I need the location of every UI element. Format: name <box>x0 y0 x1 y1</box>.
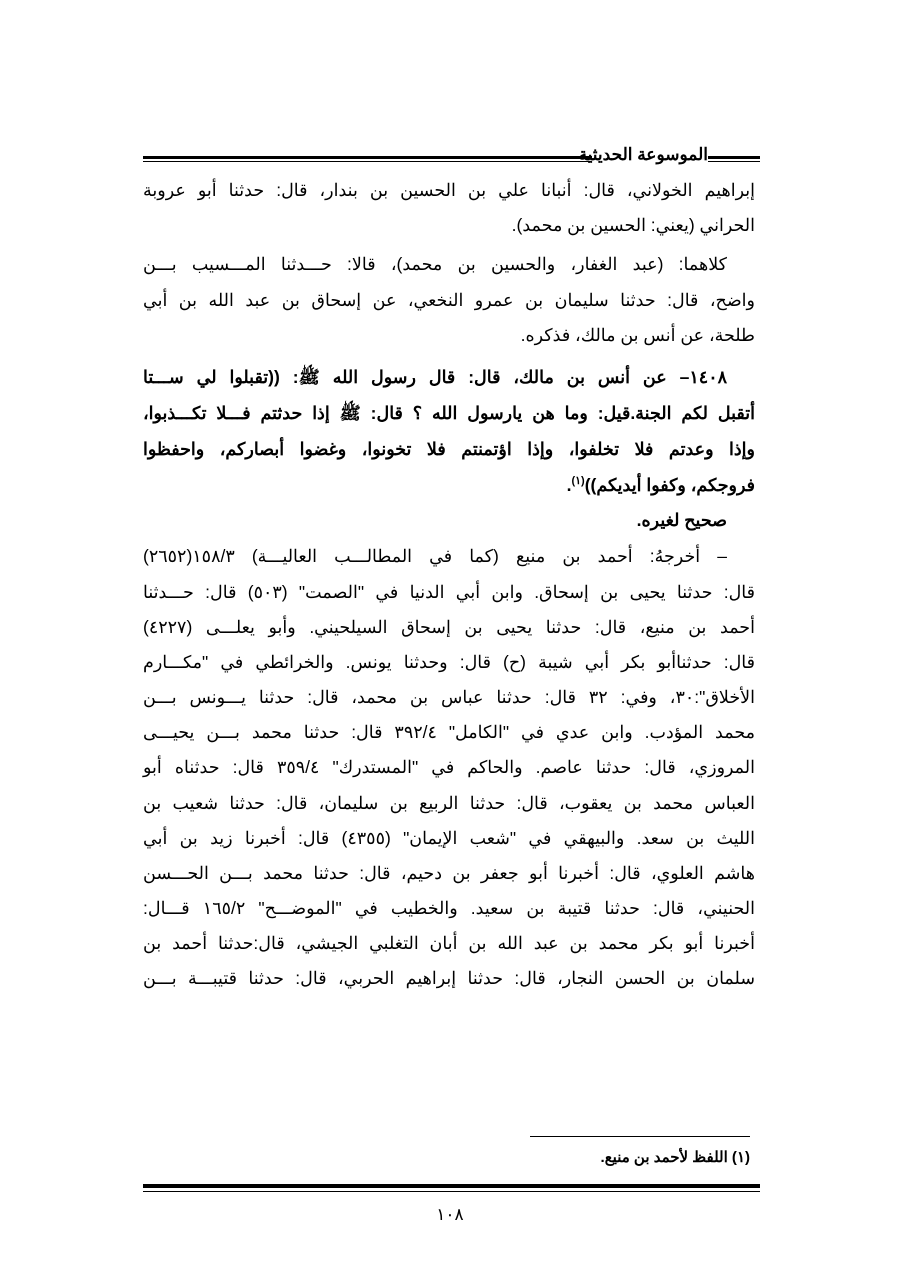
header-rule-right <box>708 156 760 159</box>
footnote: (١) اللفظ لأحمد بن منيع. <box>600 1149 750 1166</box>
body-line: واضح، قال: حدثنا سليمان بن عمرو النخعي، عن إسحاق بن عبد الله بن أبي <box>143 290 755 310</box>
header-rule-right-thin <box>708 161 760 162</box>
takhrij-line: محمد المؤدب. وابن عدي في "الكامل" ٣٩٢/٤ قال: حدثنا محمد بـــن يحيـــى <box>143 722 755 742</box>
body-line: الحراني (يعني: الحسين بن محمد). <box>511 215 755 235</box>
takhrij-line: هاشم العلوي، قال: أخبرنا أبو جعفر بن دحيم، قال: حدثنا محمد بـــن الحـــسن <box>143 863 755 883</box>
body-line: إبراهيم الخولاني، قال: أنبانا علي بن الحسين بن بندار، قال: حدثنا أبو عروبة <box>143 180 755 200</box>
hadith-line: وإذا وعدتم فلا تخلفوا، وإذا اؤتمنتم فلا تخونوا، وغضوا أبصاركم، واحفظوا <box>143 439 755 459</box>
takhrij-line: الأخلاق":٣٠، وفي: ٣٢ قال: حدثنا عباس بن محمد، قال: حدثنا يـــونس بـــن <box>143 687 756 707</box>
footnote-separator <box>530 1136 750 1137</box>
takhrij-line: قال: حدثناأبو بكر أبي شيبة (ح) قال: وحدثنا يونس. والخرائطي في "مكـــارم <box>143 652 755 672</box>
hadith-line: أتقبل لكم الجنة.قيل: وما هن يارسول الله ؟ قال: ﷺ إذا حدثتم فـــلا تكـــذبوا، <box>143 403 755 423</box>
page-number: ١٠٨ <box>436 1205 464 1224</box>
takhrij-line: – أخرجهُ: أحمد بن منيع (كما في المطالـــب العاليـــة) ١٥٨/٣(٢٦٥٢) <box>143 546 727 566</box>
takhrij-line: الحنيني، قال: حدثنا قتيبة بن سعيد. والخطيب في "الموضـــح" ١٦٥/٢ قـــال: <box>143 898 755 918</box>
header-rule-left-thin <box>143 161 592 162</box>
hadith-line: ١٤٠٨– عن أنس بن مالك، قال: قال رسول الله ﷺ: ((تقبلوا لي ســـتا <box>143 367 727 387</box>
footnote-marker[interactable]: (١) <box>571 475 585 488</box>
running-header-title: الموسوعة الحديثية <box>578 145 708 164</box>
takhrij-line: العباس محمد بن يعقوب، قال: حدثنا الربيع بن سليمان، قال: حدثنا شعيب بن <box>143 793 755 813</box>
hadith-line <box>143 472 755 498</box>
hadith-text: فروجكم، وكفوا أيديكم)) <box>584 475 755 495</box>
body-line: طلحة، عن أنس بن مالك، فذكره. <box>520 325 755 345</box>
header-rule-left <box>143 156 592 159</box>
takhrij-line: قال: حدثنا يحيى بن إسحاق. وابن أبي الدنيا في "الصمت" (٥٠٣) قال: حـــدثنا <box>143 582 756 602</box>
footer-rule <box>143 1184 760 1188</box>
takhrij-line: أخبرنا أبو بكر محمد بن عبد الله بن أبان التغلبي الجيشي، قال:حدثنا أحمد بن <box>143 933 755 953</box>
takhrij-line: سلمان بن الحسن النجار، قال: حدثنا إبراهيم الحربي، قال: حدثنا قتيبـــة بـــن <box>143 968 755 988</box>
takhrij-line: الليث بن سعد. والبيهقي في "شعب الإيمان" (٤٣٥٥) قال: أخبرنا زيد بن أبي <box>143 828 755 848</box>
footer-rule-thin <box>143 1191 760 1192</box>
body-line: كلاهما: (عبد الغفار، والحسين بن محمد)، قالا: حـــدثنا المـــسيب بـــن <box>143 254 727 274</box>
takhrij-line: المروزي، قال: حدثنا عاصم. والحاكم في "المستدرك" ٣٥٩/٤ قال: حدثناه أبو <box>143 757 755 777</box>
grading-line: صحيح لغيره. <box>636 510 727 530</box>
hadith-end-period: . <box>566 475 572 495</box>
takhrij-line: أحمد بن منيع، قال: حدثنا يحيى بن إسحاق السيلحيني. وأبو يعلـــى (٤٢٢٧) <box>143 617 755 637</box>
